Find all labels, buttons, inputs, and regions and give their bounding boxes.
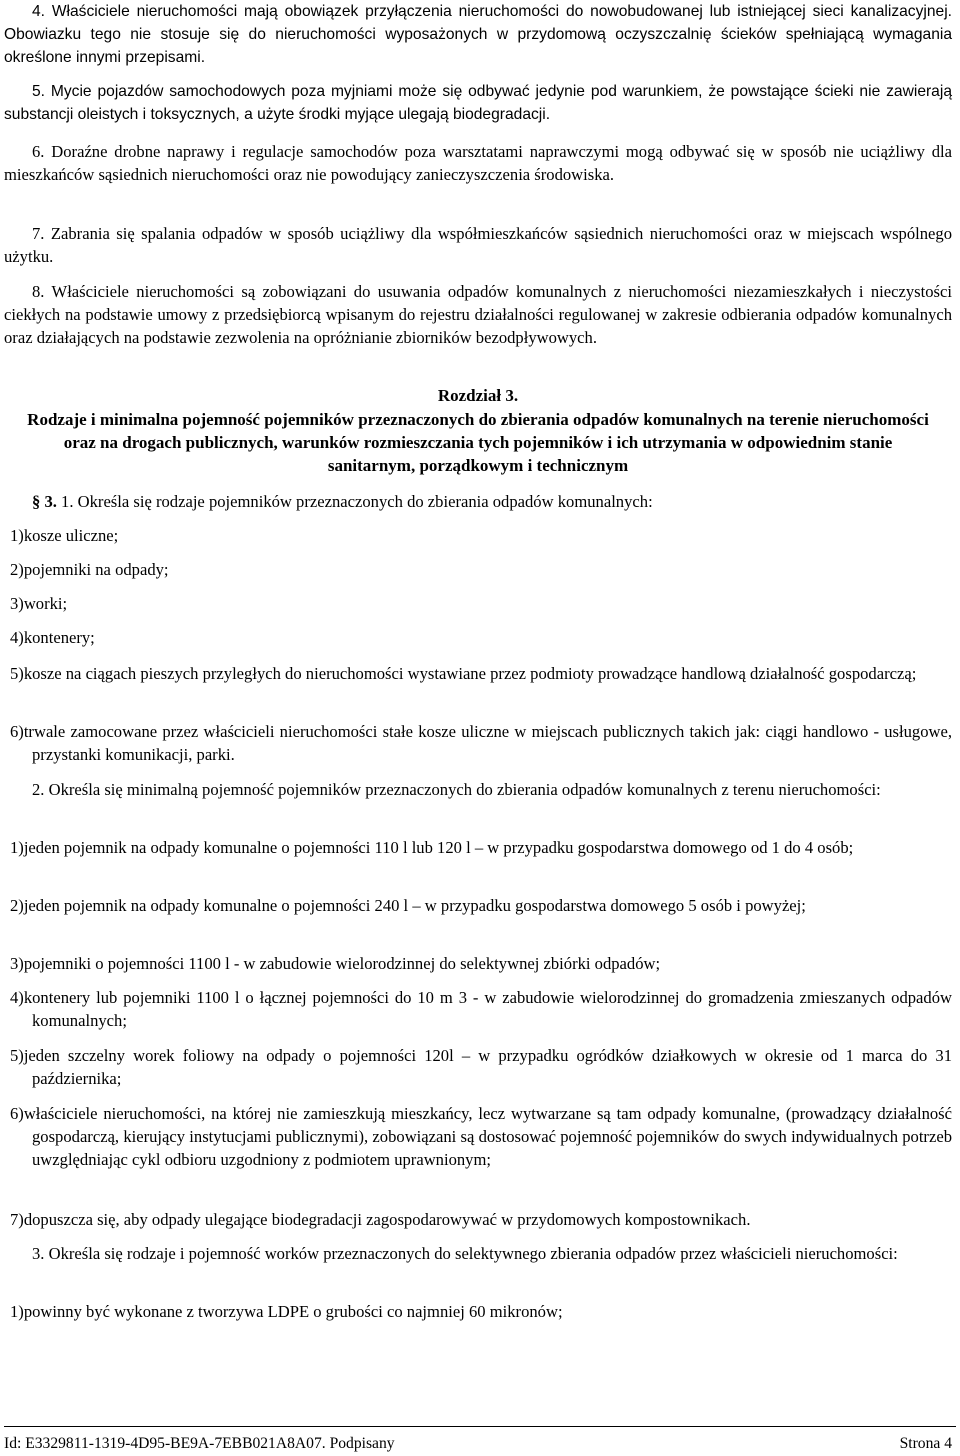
list-item: 2)pojemniki na odpady; — [10, 560, 169, 579]
list-item: 4)kontenery; — [10, 628, 95, 647]
chapter-title: Rodzaje i minimalna pojemność pojemników przeznaczonych do zbierania odpadów komunalnych na terenie nieruchomości oraz na drogach publicznych, warunków rozmieszczania tych pojemników i ich utrzymania w odpowiednim stanie sanitarnym, porządkowym i technicznym — [27, 410, 929, 475]
list-item: 3)pojemniki o pojemności 1100 l - w zabudowie wielorodzinnej do selektywnej zbiórki odpadów; — [10, 954, 661, 973]
list-item: 2)jeden pojemnik na odpady komunalne o pojemności 240 l – w przypadku gospodarstwa domowego 5 osób i powyżej; — [10, 896, 806, 915]
section-3-intro — [32, 490, 952, 513]
list-item: 6)właściciele nieruchomości, na której nie zamieszkują mieszkańcy, lecz wytwarzane są tam odpady komunalne, (prowadzący działalność gospodarczą, kierujący instytucjami publicznymi), zobowiązani są dostosować pojemność pojemników do swych indywidualnych potrzeb uwzględniając cykl odbioru uzgodniony z podmiotem uprawnionym; — [10, 1104, 952, 1169]
section-3-point-2: 2. Określa się minimalną pojemność pojemników przeznaczonych do zbierania odpadów komunalnych z terenu nieruchomości: — [32, 780, 881, 799]
paragraph-6: 6. Doraźne drobne naprawy i regulacje samochodów poza warsztatami naprawczymi mogą odbywać się w sposób nie uciążliwy dla mieszkańców sąsiednich nieruchomości oraz nie powodujący zanieczyszczenia środowiska. — [4, 142, 952, 184]
paragraph-5: 5. Mycie pojazdów samochodowych poza myjniami może się odbywać jedynie pod warunkiem, że powstające ścieki nie zawierają substancji oleistych i toksycznych, a użyte środki myjące ulegają biodegradacji. — [4, 83, 952, 123]
paragraph-7: 7. Zabrania się spalania odpadów w sposób uciążliwy dla współmieszkańców sąsiednich nieruchomości oraz w miejscach wspólnego użytku. — [4, 224, 952, 266]
list-item: 7)dopuszcza się, aby odpady ulegające biodegradacji zagospodarowywać w przydomowych kompostownikach. — [10, 1210, 751, 1229]
footer-divider — [4, 1426, 956, 1427]
list-item: 5)kosze na ciągach pieszych przyległych do nieruchomości wystawiane przez podmioty prowadzące handlową działalność gospodarczą; — [10, 664, 917, 683]
section-3-point-3: 3. Określa się rodzaje i pojemność worków przeznaczonych do selektywnego zbierania odpadów przez właścicieli nieruchomości: — [32, 1244, 898, 1263]
list-item: 3)worki; — [10, 594, 68, 613]
paragraph-4: 4. Właściciele nieruchomości mają obowiązek przyłączenia nieruchomości do nowobudowanej lub istniejącej sieci kanalizacyjnej. Obowiazku tego nie stosuje się do nieruchomości wyposażonych w przydomową oczyszczalnię ścieków spełniającą wymagania określone innymi przepisami. — [4, 3, 952, 66]
footer-page-number: Strona 4 — [899, 1435, 952, 1452]
list-item: 1)jeden pojemnik na odpady komunalne o pojemności 110 l lub 120 l – w przypadku gospodarstwa domowego od 1 do 4 osób; — [10, 838, 854, 857]
list-item: 1)powinny być wykonane z tworzywa LDPE o grubości co najmniej 60 mikronów; — [10, 1302, 563, 1321]
list-item: 4)kontenery lub pojemniki 1100 l o łącznej pojemności do 10 m 3 - w zabudowie wielorodzinnej do gromadzenia zmieszanych odpadów komunalnych; — [10, 988, 952, 1030]
paragraph-8: 8. Właściciele nieruchomości są zobowiązani do usuwania odpadów komunalnych z nieruchomości niezamieszkałych i nieczystości ciekłych na podstawie umowy z przedsiębiorcą wpisanym do rejestru działalności regulowanej w zakresie odbierania odpadów komunalnych oraz działających na podstawie zezwolenia na opróżnianie zbiorników bezodpływowych. — [4, 282, 952, 347]
section-3-point-1: 1. Określa się rodzaje pojemników przeznaczonych do zbierania odpadów komunalnych: — [61, 492, 653, 511]
chapter-number: Rozdział 3. — [437, 386, 519, 405]
list-item: 6)trwale zamocowane przez właścicieli nieruchomości stałe kosze uliczne w miejscach publicznych takich jak: ciągi handlowo - usługowe, przystanki komunikacji, parki. — [10, 722, 952, 764]
section-sign: § 3. — [32, 492, 57, 511]
list-item: 5)jeden szczelny worek foliowy na odpady o pojemności 120l – w przypadku ogródków działkowych w okresie od 1 marca do 31 października; — [10, 1046, 952, 1088]
footer-document-id: Id: E3329811-1319-4D95-BE9A-7EBB021A8A07. Podpisany — [4, 1435, 395, 1452]
list-item: 1)kosze uliczne; — [10, 526, 119, 545]
